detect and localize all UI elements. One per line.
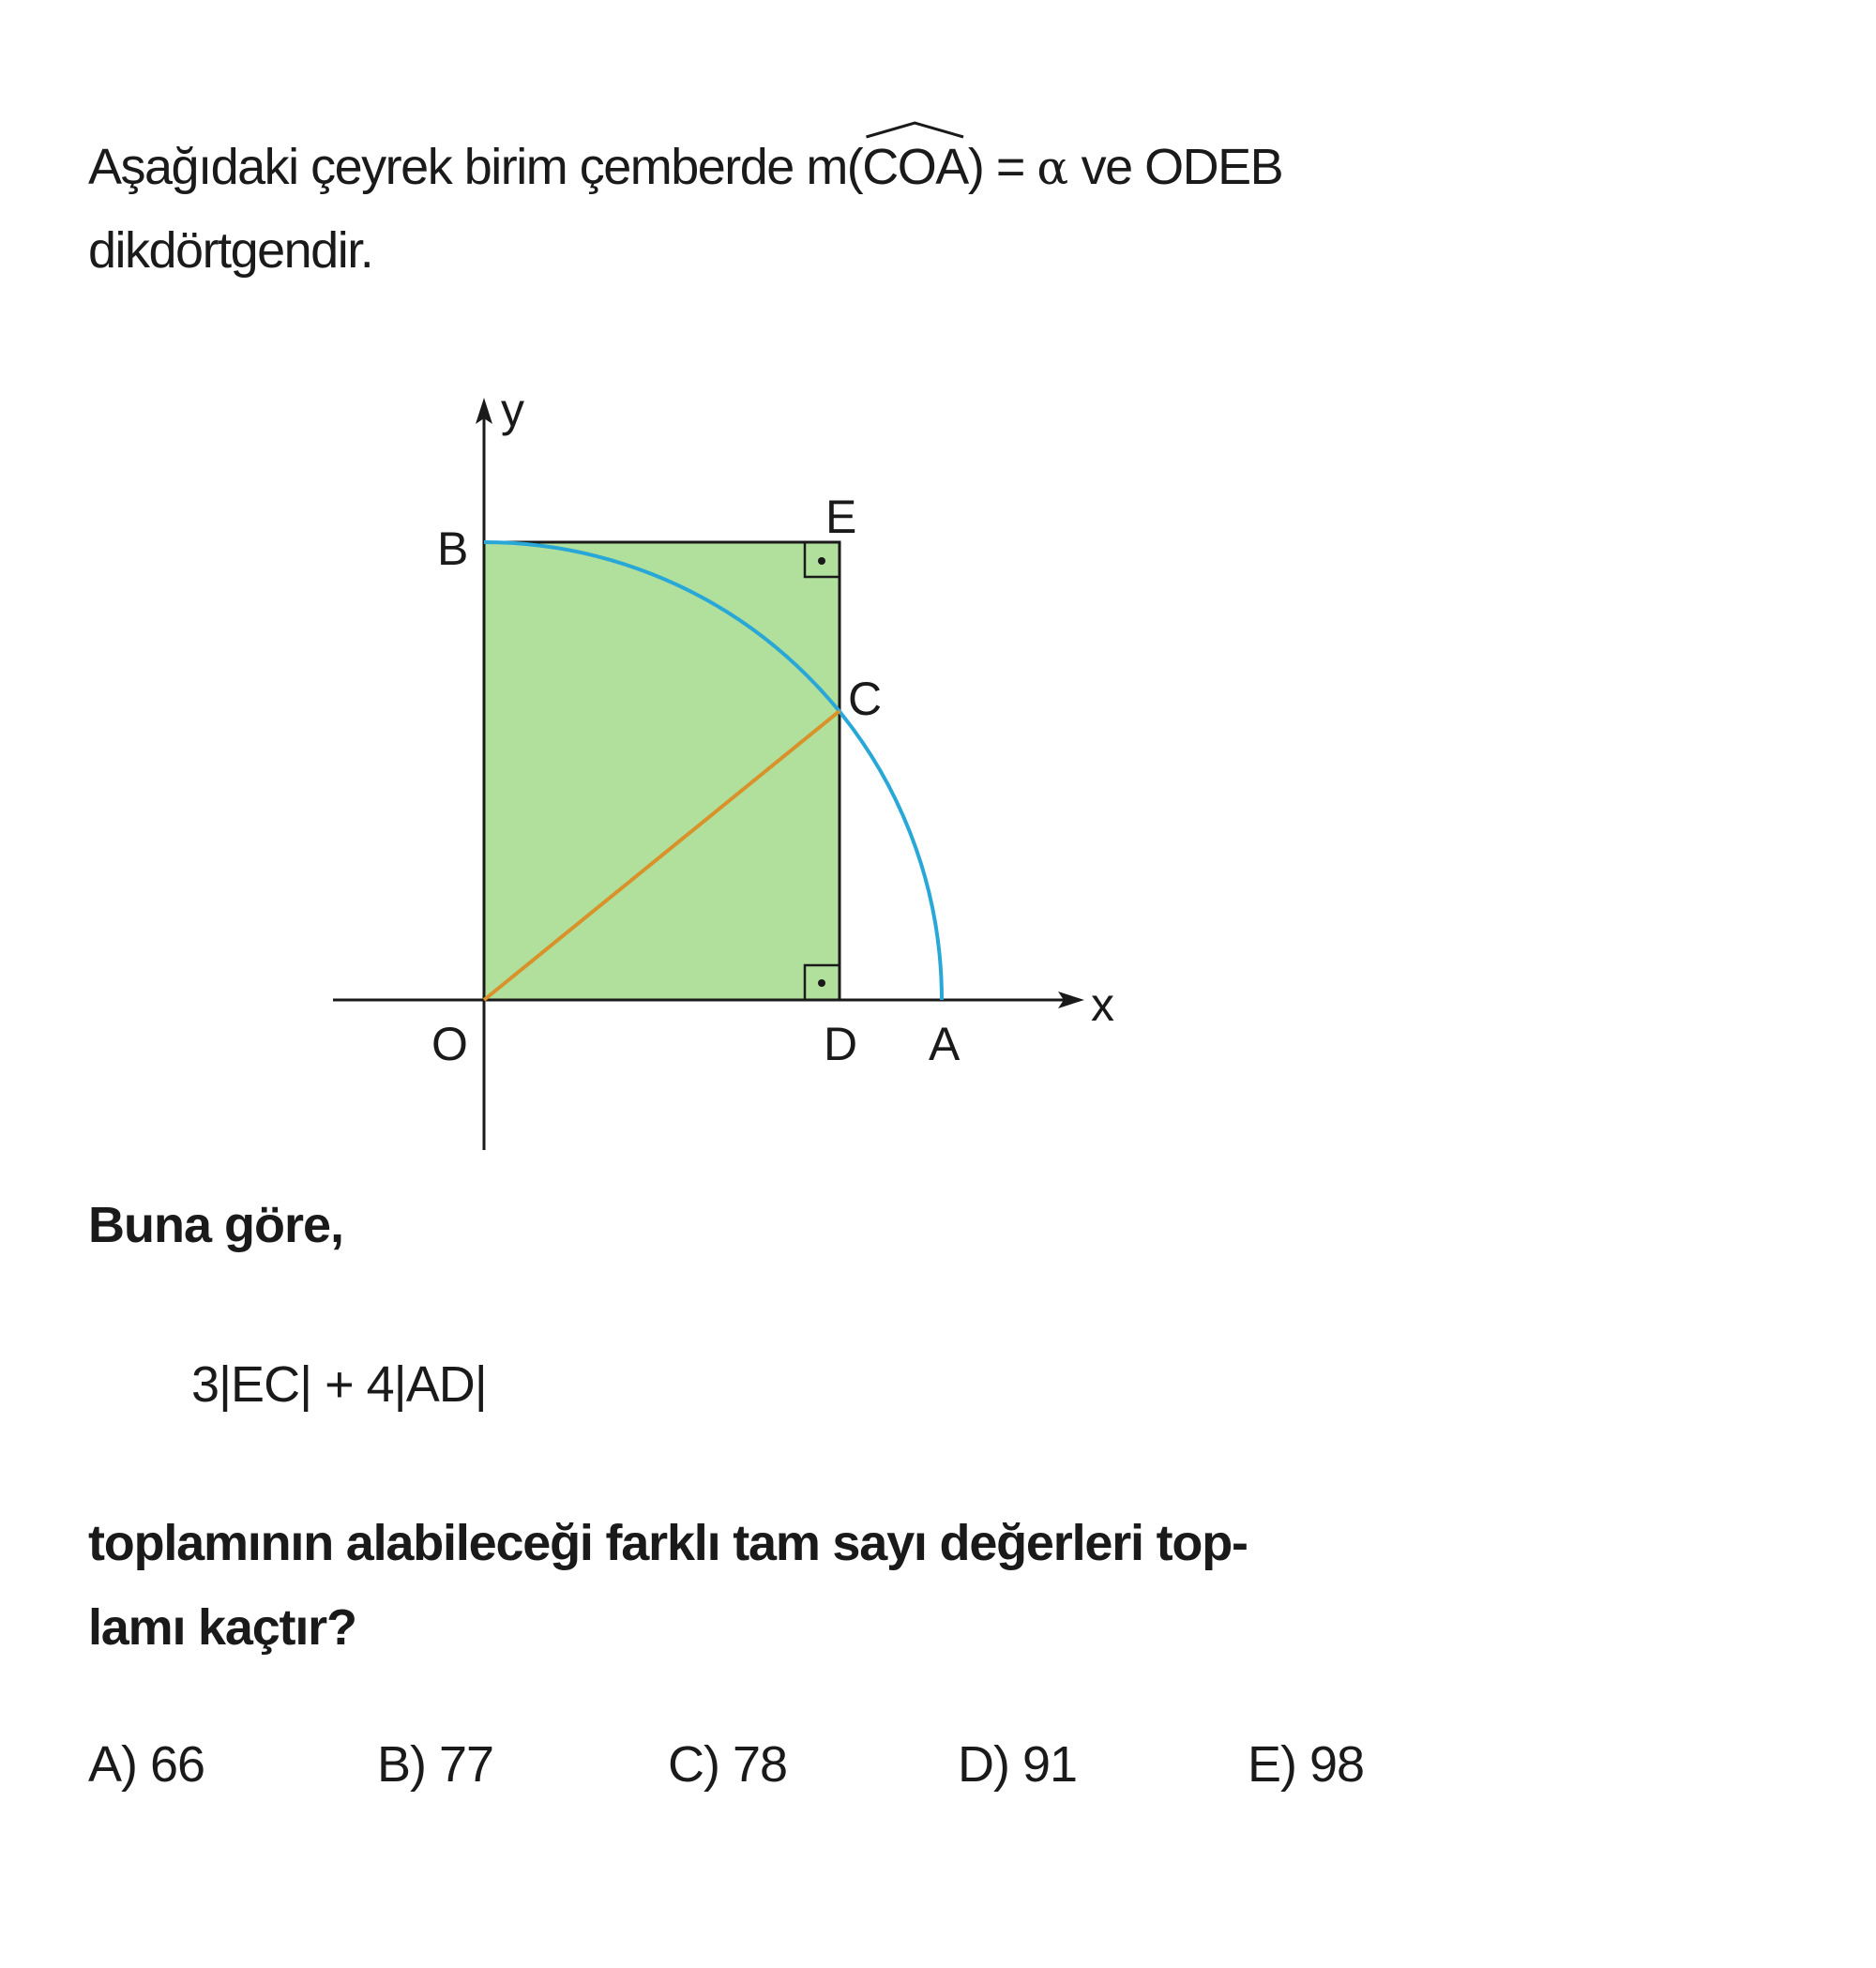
label-point-c: C (848, 673, 883, 725)
intro-text-after: ve ODEB (1068, 139, 1283, 195)
option-b[interactable]: B) 77 (377, 1736, 494, 1793)
label-point-e: E (825, 491, 857, 543)
intro-text-mid: ) = (967, 139, 1037, 195)
question-lead: Buna göre, (88, 1197, 344, 1253)
option-e[interactable]: E) 98 (1248, 1736, 1365, 1793)
alpha-symbol: α (1036, 141, 1069, 195)
question-line-2: lamı kaçtır? (88, 1599, 356, 1656)
option-a[interactable]: A) 66 (88, 1736, 205, 1793)
rectangle-odeb (484, 542, 840, 1000)
question-text (88, 1501, 1420, 1670)
label-point-b: B (437, 522, 469, 575)
arc-label: COA (862, 139, 968, 195)
intro-text-line2: dikdörtgendir. (88, 222, 373, 279)
question-line-1: toplamının alabileceği farklı tam sayı değerleri top- (88, 1515, 1248, 1571)
intro-text-before: Aşağıdaki çeyrek birim çemberde m( (88, 139, 863, 195)
option-d[interactable]: D) 91 (958, 1736, 1078, 1793)
option-c[interactable]: C) 78 (668, 1736, 788, 1793)
label-point-o: O (431, 1018, 468, 1070)
label-point-d: D (824, 1018, 858, 1070)
right-angle-e-dot (818, 557, 825, 565)
label-x-axis: x (1091, 978, 1114, 1031)
expression: 3|EC| + 4|AD| (191, 1356, 487, 1413)
right-angle-d-dot (818, 979, 825, 987)
label-y-axis: y (501, 384, 524, 436)
label-point-a: A (929, 1018, 961, 1070)
